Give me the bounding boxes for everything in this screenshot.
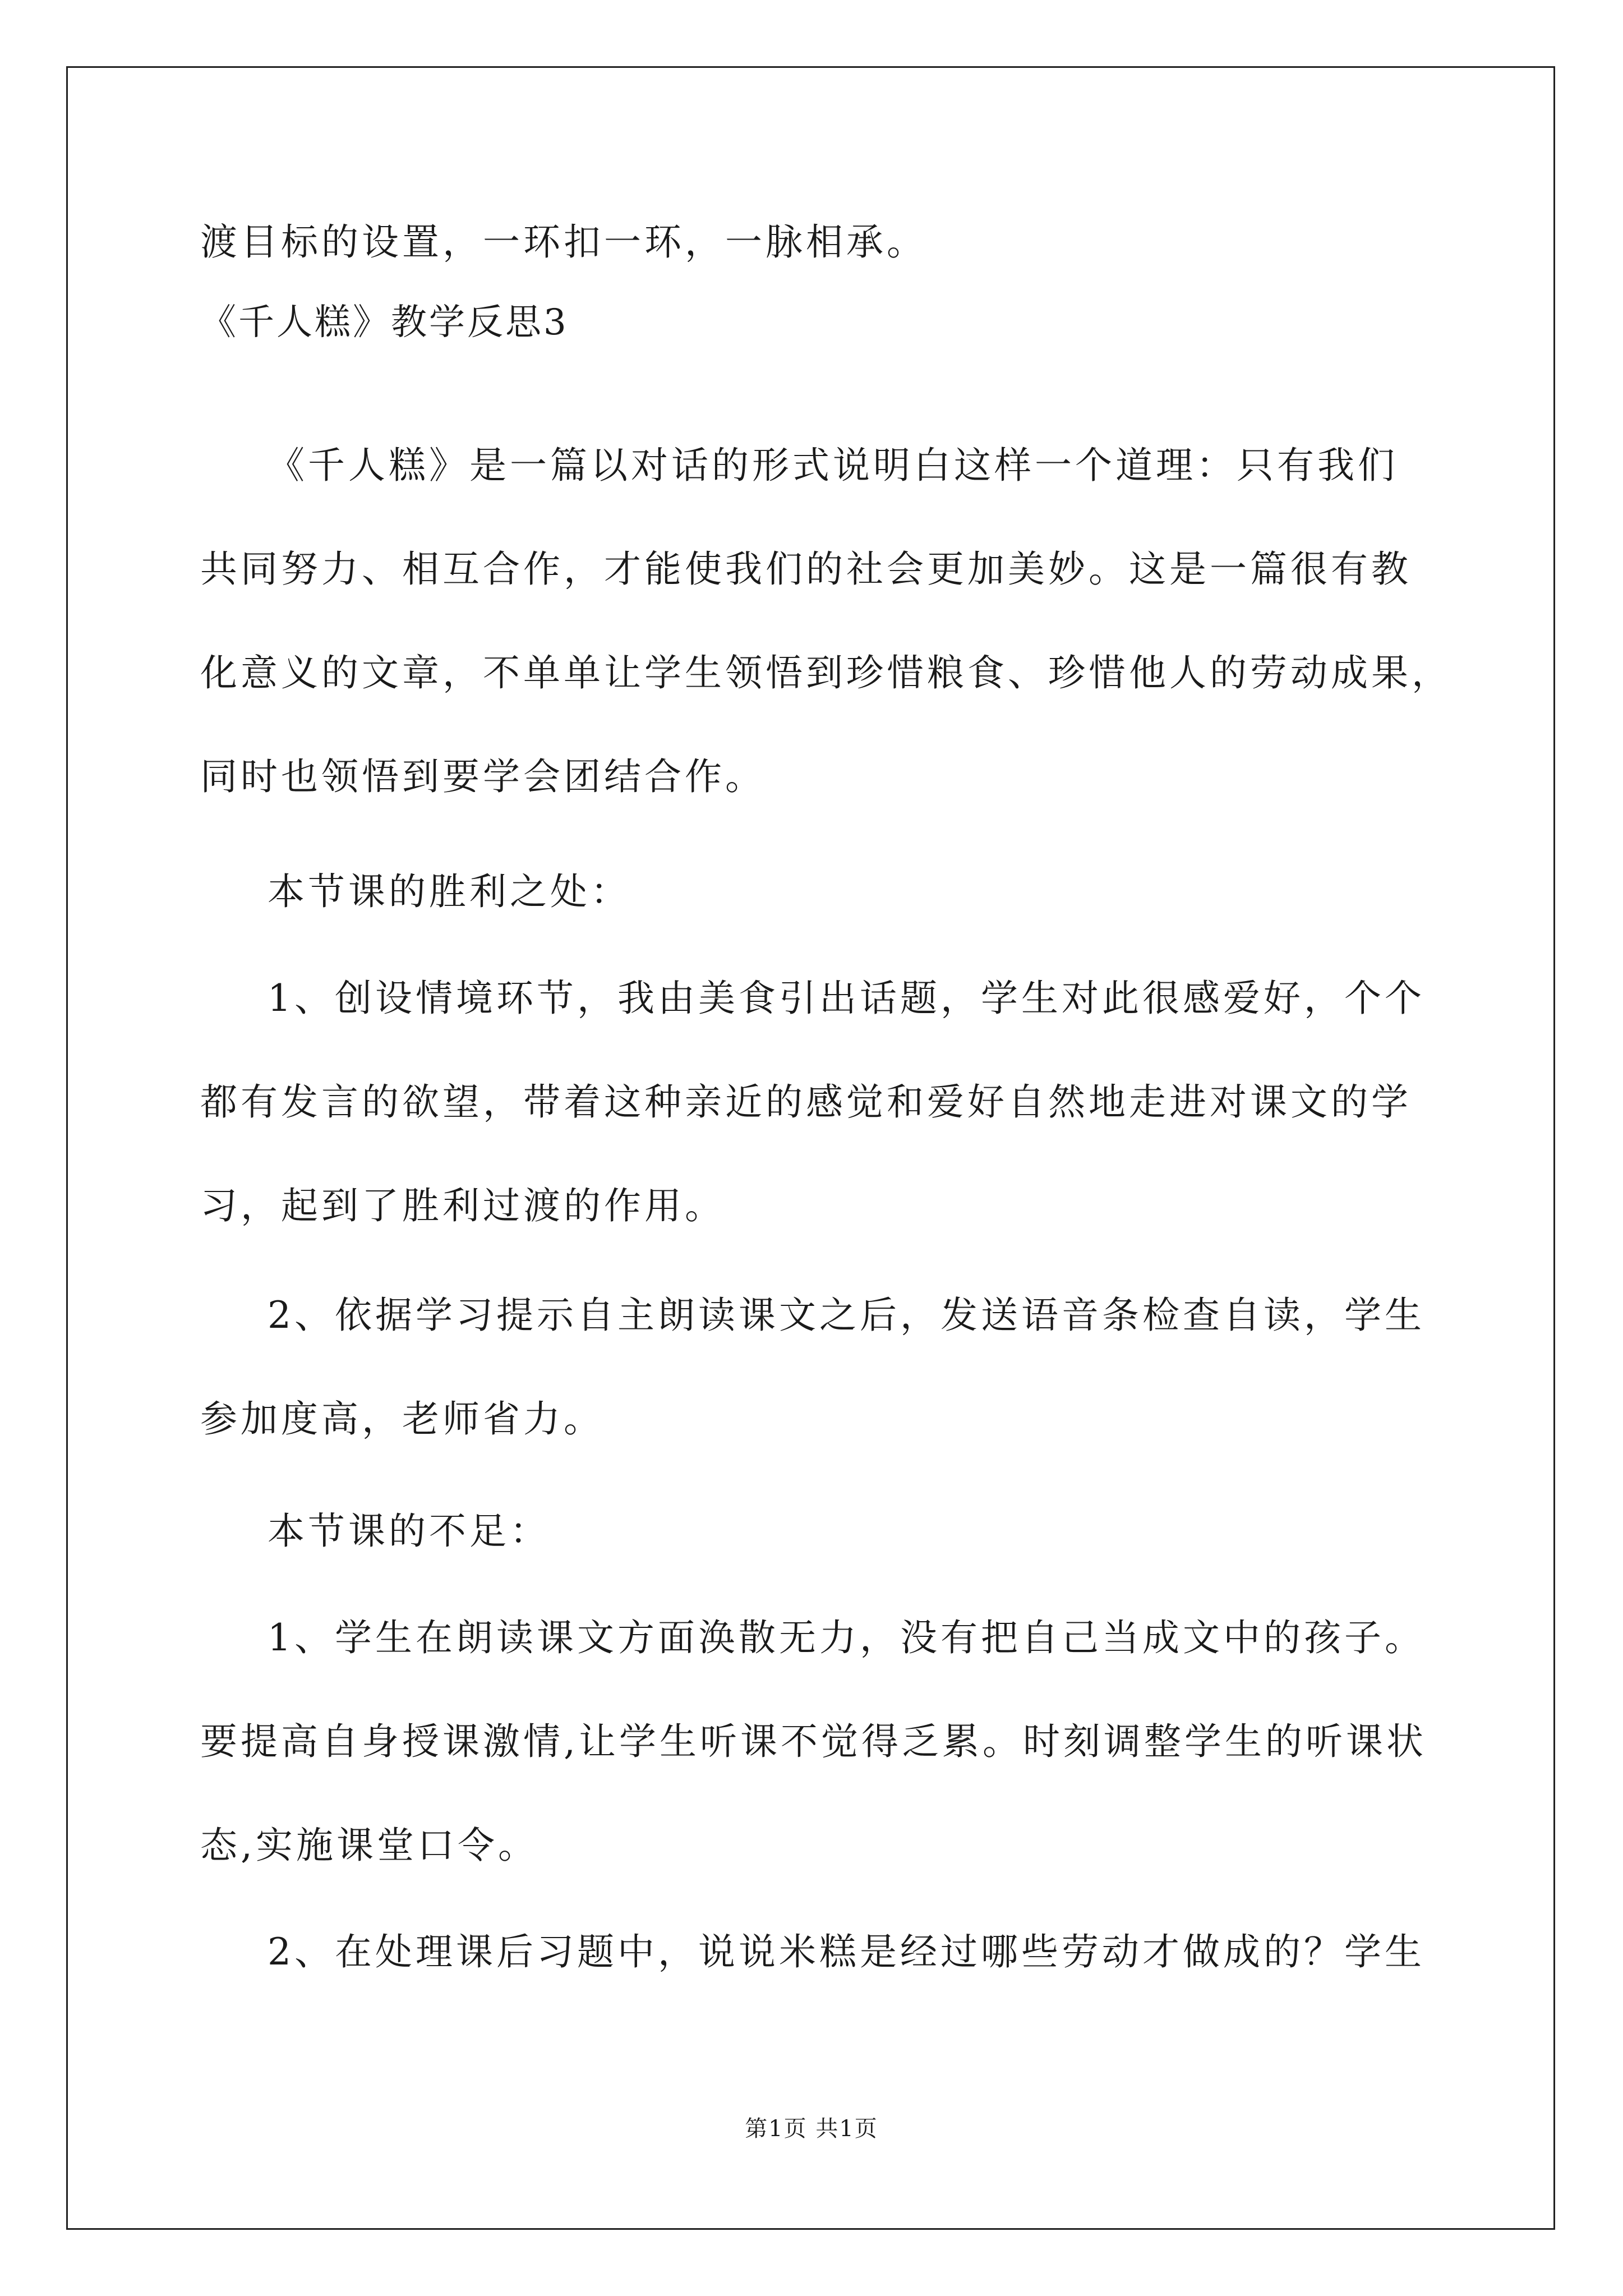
paragraph-line: 2、在处理课后习题中，说说米糕是经过哪些劳动才做成的？学生 [268,1930,1425,1973]
paragraph-line: 习，起到了胜利过渡的作用。 [200,1184,725,1227]
page-number-footer: 第1页 共1页 [745,2116,878,2142]
paragraph-line: 都有发言的欲望，带着这种亲近的感觉和爱好自然地走进对课文的学 [200,1080,1412,1124]
paragraph-line: 要提高自身授课激情,让学生听课不觉得乏累。时刻调整学生的听课状 [200,1720,1427,1763]
page-border [66,66,1555,2230]
paragraph-line: 参加度高，老师省力。 [200,1397,604,1441]
paragraph-line: 1、学生在朗读课文方面涣散无力，没有把自己当成文中的孩子。 [268,1616,1425,1659]
paragraph-line: 共同努力、相互合作，才能使我们的社会更加美妙。这是一篇很有教 [200,547,1412,591]
paragraph-line: 态,实施课堂口令。 [200,1824,538,1867]
paragraph-line: 本节课的不足： [268,1510,550,1553]
section-heading: 《千人糕》教学反思3 [200,302,569,343]
paragraph-line: 化意义的文章，不单单让学生领悟到珍惜粮食、珍惜他人的劳动成果， [200,651,1452,694]
paragraph-line: 渡目标的设置，一环扣一环，一脉相承。 [200,220,927,264]
paragraph-line: 同时也领悟到要学会团结合作。 [200,755,766,798]
paragraph-line: 本节课的胜利之处： [268,870,631,913]
paragraph-line: 2、依据学习提示自主朗读课文之后，发送语音条检查自读，学生 [268,1294,1425,1337]
paragraph-line: 1、创设情境环节，我由美食引出话题，学生对此很感爱好，个个 [268,977,1425,1020]
paragraph-line: 《千人糕》是一篇以对话的形式说明白这样一个道理：只有我们 [268,444,1398,487]
